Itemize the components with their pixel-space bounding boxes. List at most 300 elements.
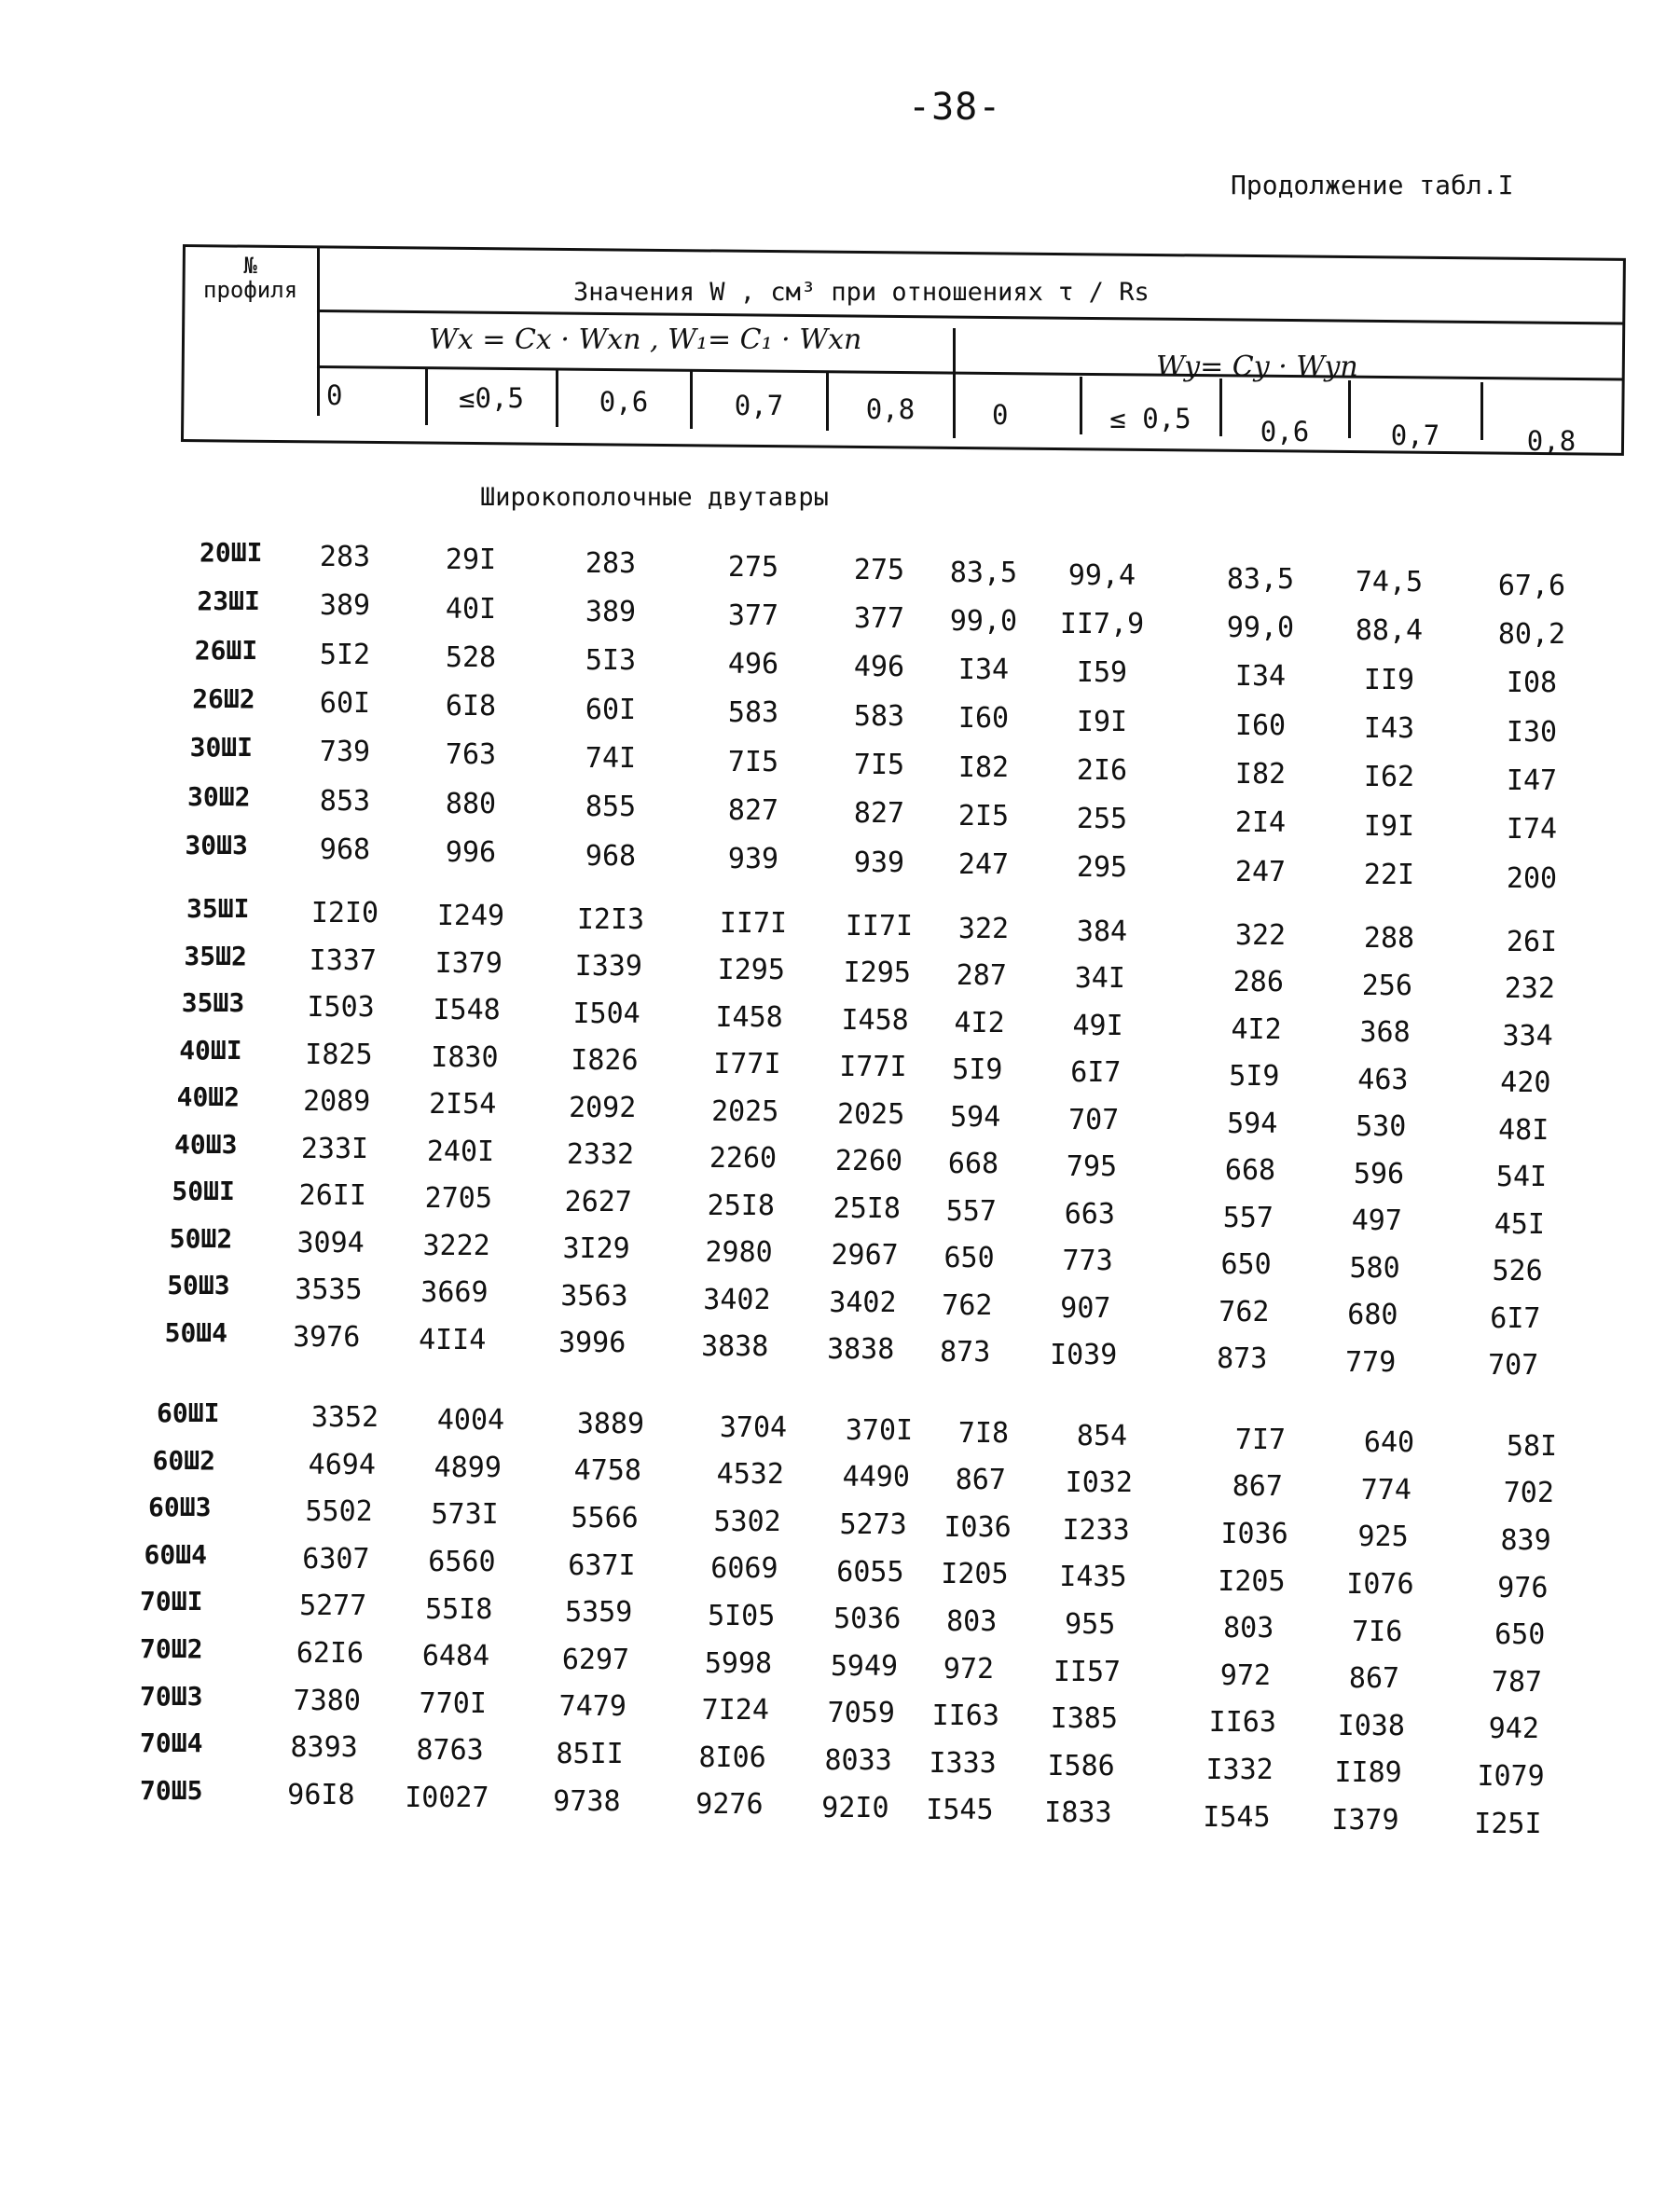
- value-cell: 2025: [711, 1094, 779, 1128]
- value-cell: 4694: [308, 1448, 376, 1481]
- value-cell: 5I9: [1229, 1060, 1280, 1094]
- value-cell: I339: [574, 950, 642, 984]
- value-cell: 594: [950, 1100, 1001, 1134]
- value-cell: I833: [1044, 1796, 1112, 1830]
- value-cell: II89: [1334, 1756, 1402, 1790]
- value-cell: II7,9: [1059, 607, 1145, 640]
- value-cell: 867: [1348, 1662, 1400, 1696]
- value-cell: 2705: [424, 1182, 492, 1216]
- profile-cell: 40Ш2: [176, 1081, 241, 1112]
- profile-cell: 35ШI: [186, 893, 250, 924]
- value-cell: 7I5: [727, 745, 779, 778]
- value-cell: I2I0: [310, 897, 379, 929]
- value-cell: 3838: [827, 1333, 895, 1367]
- value-cell: I545: [926, 1794, 994, 1827]
- value-cell: 2025: [837, 1097, 905, 1131]
- value-cell: 2I4: [1234, 806, 1287, 840]
- column-header: 0,6: [1260, 416, 1310, 447]
- value-cell: 803: [1223, 1612, 1274, 1645]
- value-cell: 2627: [564, 1185, 632, 1218]
- value-cell: I548: [433, 994, 501, 1027]
- value-cell: 827: [727, 794, 779, 828]
- value-cell: 25I8: [707, 1189, 775, 1222]
- value-cell: 99,0: [949, 604, 1018, 638]
- continuation-label: Продолжение табл.I: [1231, 170, 1514, 200]
- value-cell: 3352: [310, 1401, 379, 1434]
- value-cell: 763: [445, 738, 497, 772]
- value-cell: I59: [1076, 656, 1128, 690]
- profile-cell: 70Ш3: [140, 1680, 203, 1712]
- value-cell: 939: [853, 846, 905, 879]
- value-cell: 668: [947, 1148, 999, 1181]
- value-cell: 528: [445, 640, 497, 674]
- value-cell: 283: [319, 541, 371, 573]
- value-cell: 9276: [695, 1788, 764, 1822]
- value-cell: 497: [1351, 1204, 1402, 1238]
- value-cell: 530: [1356, 1110, 1407, 1144]
- y-group-header: Wy= Cy · Wyn: [1156, 351, 1358, 383]
- value-cell: 8763: [416, 1734, 484, 1768]
- header-rule-group-split: [953, 328, 956, 438]
- value-cell: 256: [1361, 969, 1412, 1002]
- value-cell: I076: [1346, 1567, 1414, 1601]
- value-cell: 4II4: [419, 1323, 487, 1356]
- section-title: Широкополочные двутавры: [480, 483, 829, 512]
- value-cell: I036: [943, 1510, 1012, 1544]
- value-cell: 2260: [709, 1142, 778, 1176]
- value-cell: 3563: [560, 1279, 628, 1313]
- value-cell: 92I0: [821, 1791, 889, 1824]
- value-cell: 389: [319, 589, 371, 623]
- value-cell: I9I: [1363, 809, 1415, 843]
- value-cell: I43: [1363, 712, 1415, 745]
- value-cell: 3222: [422, 1229, 490, 1262]
- value-cell: I30: [1506, 715, 1558, 749]
- value-cell: 6I8: [445, 690, 497, 723]
- value-cell: I586: [1047, 1749, 1115, 1782]
- profile-cell: 50ШI: [172, 1176, 235, 1206]
- value-cell: 62I6: [296, 1637, 365, 1670]
- value-cell: I079: [1477, 1760, 1545, 1793]
- value-cell: II63: [1208, 1706, 1276, 1740]
- value-cell: I295: [717, 954, 785, 987]
- value-cell: I545: [1203, 1800, 1271, 1834]
- value-cell: 5I3: [585, 644, 637, 678]
- column-header: 0: [326, 379, 343, 411]
- value-cell: II7I: [719, 906, 788, 940]
- value-cell: 4899: [434, 1451, 502, 1484]
- value-cell: I205: [941, 1558, 1009, 1591]
- value-cell: 770I: [419, 1686, 487, 1720]
- value-cell: 827: [853, 797, 905, 831]
- value-cell: 650: [1494, 1618, 1546, 1652]
- value-cell: 5302: [713, 1505, 781, 1538]
- value-cell: 377: [727, 599, 779, 632]
- value-cell: 8I06: [698, 1741, 766, 1774]
- value-cell: 74,5: [1355, 566, 1424, 599]
- value-cell: 739: [319, 736, 371, 769]
- value-cell: 873: [1217, 1342, 1268, 1376]
- value-cell: 596: [1353, 1157, 1405, 1190]
- value-cell: 26II: [298, 1179, 366, 1212]
- value-cell: I34: [957, 654, 1010, 687]
- value-cell: 2260: [834, 1145, 903, 1178]
- profile-cell: 50Ш3: [167, 1270, 230, 1301]
- value-cell: 7059: [827, 1697, 895, 1730]
- value-cell: I47: [1506, 764, 1558, 797]
- profile-cell: 20ШI: [200, 537, 263, 568]
- value-cell: 420: [1500, 1067, 1551, 1100]
- value-cell: 557: [945, 1194, 997, 1228]
- value-cell: 7I5: [853, 749, 905, 782]
- value-cell: 972: [943, 1652, 995, 1686]
- value-cell: 3976: [293, 1320, 361, 1354]
- value-cell: 233I: [300, 1132, 369, 1165]
- profile-cell: 26ШI: [194, 634, 258, 666]
- value-cell: 2I6: [1076, 753, 1128, 787]
- value-cell: 5998: [704, 1646, 773, 1680]
- value-cell: 968: [319, 833, 371, 866]
- value-cell: 5949: [830, 1649, 899, 1683]
- value-cell: 4758: [573, 1454, 641, 1488]
- value-cell: 3889: [576, 1407, 645, 1440]
- value-cell: 707: [1068, 1103, 1120, 1136]
- value-cell: 6069: [710, 1552, 778, 1586]
- value-cell: 680: [1347, 1299, 1398, 1332]
- value-cell: 6297: [561, 1643, 630, 1676]
- value-cell: 762: [942, 1288, 993, 1322]
- value-cell: 200: [1506, 861, 1558, 895]
- value-cell: I038: [1337, 1709, 1405, 1742]
- value-cell: 839: [1500, 1524, 1551, 1557]
- profile-cell: 30ШI: [189, 732, 254, 764]
- value-cell: 707: [1488, 1349, 1539, 1383]
- value-cell: 55I8: [425, 1592, 493, 1626]
- header-rule-c3: [690, 371, 693, 429]
- value-cell: 247: [957, 848, 1010, 882]
- header-rule-c6: [1080, 377, 1082, 434]
- header-rule-c9: [1480, 382, 1483, 440]
- profile-cell: 40Ш3: [174, 1128, 238, 1160]
- column-header: 0: [992, 399, 1009, 431]
- value-cell: I830: [431, 1040, 499, 1074]
- value-cell: 334: [1502, 1019, 1553, 1053]
- value-cell: 640: [1363, 1426, 1415, 1460]
- profile-cell: 60Ш2: [152, 1444, 215, 1476]
- value-cell: 45I: [1494, 1207, 1545, 1241]
- value-cell: 2092: [569, 1091, 637, 1124]
- value-cell: 7380: [293, 1684, 361, 1717]
- column-header: 0,7: [1390, 420, 1440, 451]
- profile-column-header: № профиля: [203, 253, 298, 303]
- value-cell: I332: [1205, 1753, 1274, 1786]
- value-cell: 663: [1064, 1197, 1115, 1231]
- value-cell: 2980: [705, 1236, 773, 1270]
- value-cell: I036: [1220, 1517, 1288, 1550]
- header-rule-c7: [1219, 378, 1222, 436]
- value-cell: I825: [305, 1038, 373, 1071]
- value-cell: 25I8: [833, 1191, 901, 1225]
- value-cell: 3704: [719, 1411, 788, 1444]
- value-cell: II57: [1053, 1655, 1122, 1688]
- page-number: -38-: [908, 86, 1002, 129]
- value-cell: 8033: [824, 1744, 892, 1778]
- profile-cell: 40ШI: [179, 1034, 242, 1066]
- value-cell: 4532: [716, 1458, 784, 1492]
- column-header: ≤ 0,5: [1109, 403, 1191, 434]
- value-cell: I25I: [1474, 1807, 1542, 1840]
- value-cell: I039: [1050, 1339, 1118, 1372]
- value-cell: 67,6: [1497, 569, 1566, 602]
- value-cell: 787: [1491, 1665, 1543, 1699]
- value-cell: 5I9: [952, 1053, 1003, 1087]
- value-cell: 80,2: [1497, 618, 1566, 652]
- value-cell: 83,5: [1226, 562, 1295, 596]
- value-cell: 3669: [420, 1276, 489, 1310]
- value-cell: I77I: [839, 1051, 907, 1084]
- value-cell: I82: [1234, 757, 1287, 791]
- value-cell: 573I: [431, 1498, 499, 1532]
- value-cell: 496: [727, 648, 779, 681]
- profile-cell: 35Ш3: [181, 987, 245, 1018]
- value-cell: 7I6: [1352, 1615, 1403, 1648]
- value-cell: I77I: [713, 1048, 781, 1081]
- header-rule-profile: [317, 246, 320, 416]
- value-cell: 3838: [701, 1330, 769, 1364]
- value-cell: 583: [853, 699, 905, 733]
- value-cell: 40I: [445, 592, 497, 626]
- value-cell: I458: [715, 1000, 783, 1034]
- value-cell: 3402: [829, 1286, 897, 1319]
- value-cell: I337: [309, 943, 377, 977]
- value-cell: I233: [1062, 1513, 1130, 1547]
- header-rule-c2: [556, 369, 558, 427]
- profile-cell: 60ШI: [157, 1397, 220, 1428]
- value-cell: 99,0: [1226, 612, 1295, 645]
- value-cell: 855: [585, 791, 637, 824]
- value-cell: 3996: [558, 1327, 627, 1360]
- value-cell: 6055: [836, 1555, 904, 1589]
- column-header: 0,7: [734, 390, 784, 421]
- value-cell: 6307: [302, 1542, 370, 1576]
- value-cell: I333: [929, 1746, 997, 1780]
- value-cell: 925: [1357, 1521, 1409, 1554]
- value-cell: 867: [955, 1464, 1006, 1497]
- value-cell: 5566: [571, 1502, 639, 1535]
- value-cell: 955: [1065, 1608, 1116, 1642]
- value-cell: I2I3: [576, 902, 645, 936]
- value-cell: 54I: [1495, 1161, 1548, 1194]
- value-cell: 774: [1360, 1473, 1411, 1507]
- value-cell: 7479: [558, 1690, 627, 1724]
- value-cell: 3094: [296, 1226, 365, 1259]
- profile-cell: 30Ш2: [187, 780, 251, 812]
- value-cell: 322: [1234, 918, 1287, 952]
- value-cell: 5I05: [708, 1599, 776, 1632]
- value-cell: 22I: [1363, 858, 1415, 891]
- value-cell: 5036: [833, 1603, 902, 1636]
- profile-cell: 30Ш3: [185, 829, 248, 860]
- value-cell: 907: [1060, 1291, 1111, 1325]
- column-header: ≤0,5: [459, 382, 524, 414]
- value-cell: 880: [445, 787, 497, 820]
- value-cell: 286: [1232, 966, 1284, 999]
- profile-cell: 70Ш4: [140, 1727, 203, 1759]
- value-cell: 637I: [568, 1548, 636, 1582]
- value-cell: I34: [1234, 660, 1287, 694]
- value-cell: 939: [727, 843, 779, 876]
- value-cell: I60: [1234, 709, 1287, 742]
- value-cell: 968: [585, 839, 637, 873]
- value-cell: I82: [957, 750, 1010, 784]
- value-cell: 368: [1359, 1016, 1411, 1050]
- profile-cell: 70Ш2: [140, 1633, 203, 1664]
- value-cell: 88,4: [1355, 614, 1424, 648]
- value-cell: 74I: [585, 742, 637, 776]
- value-cell: I249: [436, 900, 505, 933]
- value-cell: 762: [1219, 1295, 1270, 1328]
- value-cell: 96I8: [287, 1778, 355, 1811]
- value-cell: 384: [1076, 915, 1128, 948]
- value-cell: 389: [585, 596, 637, 629]
- value-cell: I385: [1050, 1702, 1118, 1736]
- value-cell: 295: [1076, 851, 1128, 885]
- value-cell: 6560: [428, 1546, 496, 1579]
- value-cell: 48I: [1498, 1113, 1549, 1147]
- column-header: 0,8: [1526, 425, 1577, 457]
- value-cell: 255: [1076, 803, 1128, 836]
- value-cell: 5502: [305, 1495, 373, 1529]
- value-cell: 5277: [299, 1590, 367, 1623]
- value-cell: 7I8: [957, 1416, 1010, 1450]
- profile-cell: 35Ш2: [184, 940, 247, 971]
- profile-cell: 70Ш5: [140, 1774, 203, 1806]
- value-cell: I205: [1218, 1564, 1286, 1598]
- value-cell: 58I: [1506, 1429, 1558, 1463]
- value-cell: 26I: [1506, 925, 1558, 958]
- column-header: 0,8: [865, 393, 916, 425]
- value-cell: 650: [1220, 1248, 1272, 1282]
- value-cell: 6I7: [1070, 1056, 1122, 1090]
- profile-cell: 70ШI: [140, 1586, 203, 1617]
- value-cell: 996: [445, 836, 497, 870]
- value-cell: I08: [1506, 667, 1558, 700]
- value-cell: I295: [843, 956, 911, 990]
- value-cell: 377: [853, 602, 905, 636]
- value-cell: 60I: [319, 686, 371, 720]
- value-cell: I379: [1331, 1803, 1399, 1837]
- value-cell: I74: [1506, 813, 1558, 846]
- value-cell: 29I: [445, 544, 497, 577]
- value-cell: 854: [1076, 1419, 1128, 1452]
- profile-cell: 60Ш4: [144, 1538, 207, 1570]
- value-cell: 3402: [703, 1283, 771, 1316]
- value-cell: 557: [1222, 1201, 1274, 1234]
- value-cell: 803: [946, 1604, 998, 1638]
- value-cell: 972: [1219, 1658, 1272, 1692]
- value-cell: 7I7: [1234, 1423, 1287, 1456]
- value-cell: 240I: [426, 1135, 495, 1168]
- profile-cell: 26Ш2: [192, 682, 255, 714]
- value-cell: 779: [1345, 1345, 1397, 1379]
- value-cell: 370I: [845, 1413, 914, 1447]
- value-cell: 773: [1062, 1245, 1113, 1278]
- value-cell: 322: [957, 912, 1010, 945]
- value-cell: 2I54: [429, 1088, 497, 1122]
- value-cell: 873: [940, 1336, 991, 1369]
- value-cell: 83,5: [949, 556, 1018, 589]
- value-cell: I032: [1065, 1466, 1133, 1500]
- value-cell: 526: [1492, 1255, 1543, 1288]
- value-cell: 49I: [1072, 1009, 1123, 1042]
- value-cell: 232: [1504, 972, 1555, 1006]
- value-cell: 2089: [303, 1085, 371, 1118]
- value-cell: 9738: [553, 1784, 621, 1818]
- value-cell: I435: [1059, 1561, 1127, 1594]
- value-cell: I0027: [405, 1782, 489, 1815]
- value-cell: 287: [956, 959, 1007, 993]
- value-cell: 496: [853, 651, 905, 684]
- value-cell: 5359: [565, 1596, 633, 1630]
- value-cell: 4I2: [1231, 1012, 1282, 1046]
- value-cell: 288: [1363, 922, 1415, 956]
- value-cell: I826: [571, 1044, 639, 1078]
- column-header: 0,6: [599, 386, 649, 418]
- value-cell: I458: [841, 1003, 909, 1037]
- value-cell: 34I: [1074, 962, 1125, 996]
- value-cell: 60I: [585, 693, 637, 726]
- value-cell: 867: [1232, 1470, 1283, 1504]
- value-cell: 2967: [831, 1239, 899, 1273]
- value-cell: 4490: [842, 1461, 910, 1494]
- value-cell: 283: [585, 546, 637, 580]
- value-cell: 942: [1488, 1713, 1539, 1746]
- profile-cell: 23ШI: [197, 585, 260, 617]
- value-cell: 4004: [436, 1404, 505, 1438]
- value-cell: 6484: [421, 1640, 490, 1673]
- profile-cell: 60Ш3: [148, 1492, 212, 1523]
- header-rule-c8: [1348, 380, 1351, 438]
- value-cell: I503: [307, 991, 375, 1024]
- value-cell: 2I5: [957, 800, 1010, 833]
- value-cell: 853: [319, 784, 371, 818]
- value-cell: II7I: [845, 909, 914, 943]
- value-cell: 668: [1224, 1154, 1276, 1188]
- value-cell: 650: [943, 1242, 995, 1275]
- x-group-header: Wx = Cx · Wxn , W₁= C₁ · Wxn: [429, 323, 862, 356]
- value-cell: 8393: [290, 1731, 358, 1765]
- value-cell: I9I: [1076, 705, 1128, 738]
- value-cell: I504: [572, 997, 640, 1030]
- value-cell: 976: [1497, 1571, 1549, 1604]
- value-cell: II9: [1363, 663, 1415, 696]
- value-cell: I379: [434, 946, 503, 980]
- value-cell: 3I29: [562, 1232, 630, 1266]
- value-cell: 99,4: [1067, 558, 1136, 592]
- value-cell: 4I2: [954, 1006, 1005, 1039]
- value-cell: 5I2: [319, 638, 371, 671]
- value-cell: 594: [1227, 1107, 1278, 1140]
- value-cell: II63: [931, 1700, 999, 1733]
- value-cell: 2332: [566, 1138, 635, 1172]
- value-cell: 275: [727, 550, 779, 584]
- value-cell: I62: [1363, 761, 1415, 794]
- value-cell: I60: [957, 702, 1010, 736]
- value-cell: 247: [1234, 855, 1287, 888]
- header-rule-c1: [425, 367, 428, 425]
- value-cell: 3535: [295, 1273, 363, 1306]
- value-cell: 6I7: [1490, 1301, 1541, 1335]
